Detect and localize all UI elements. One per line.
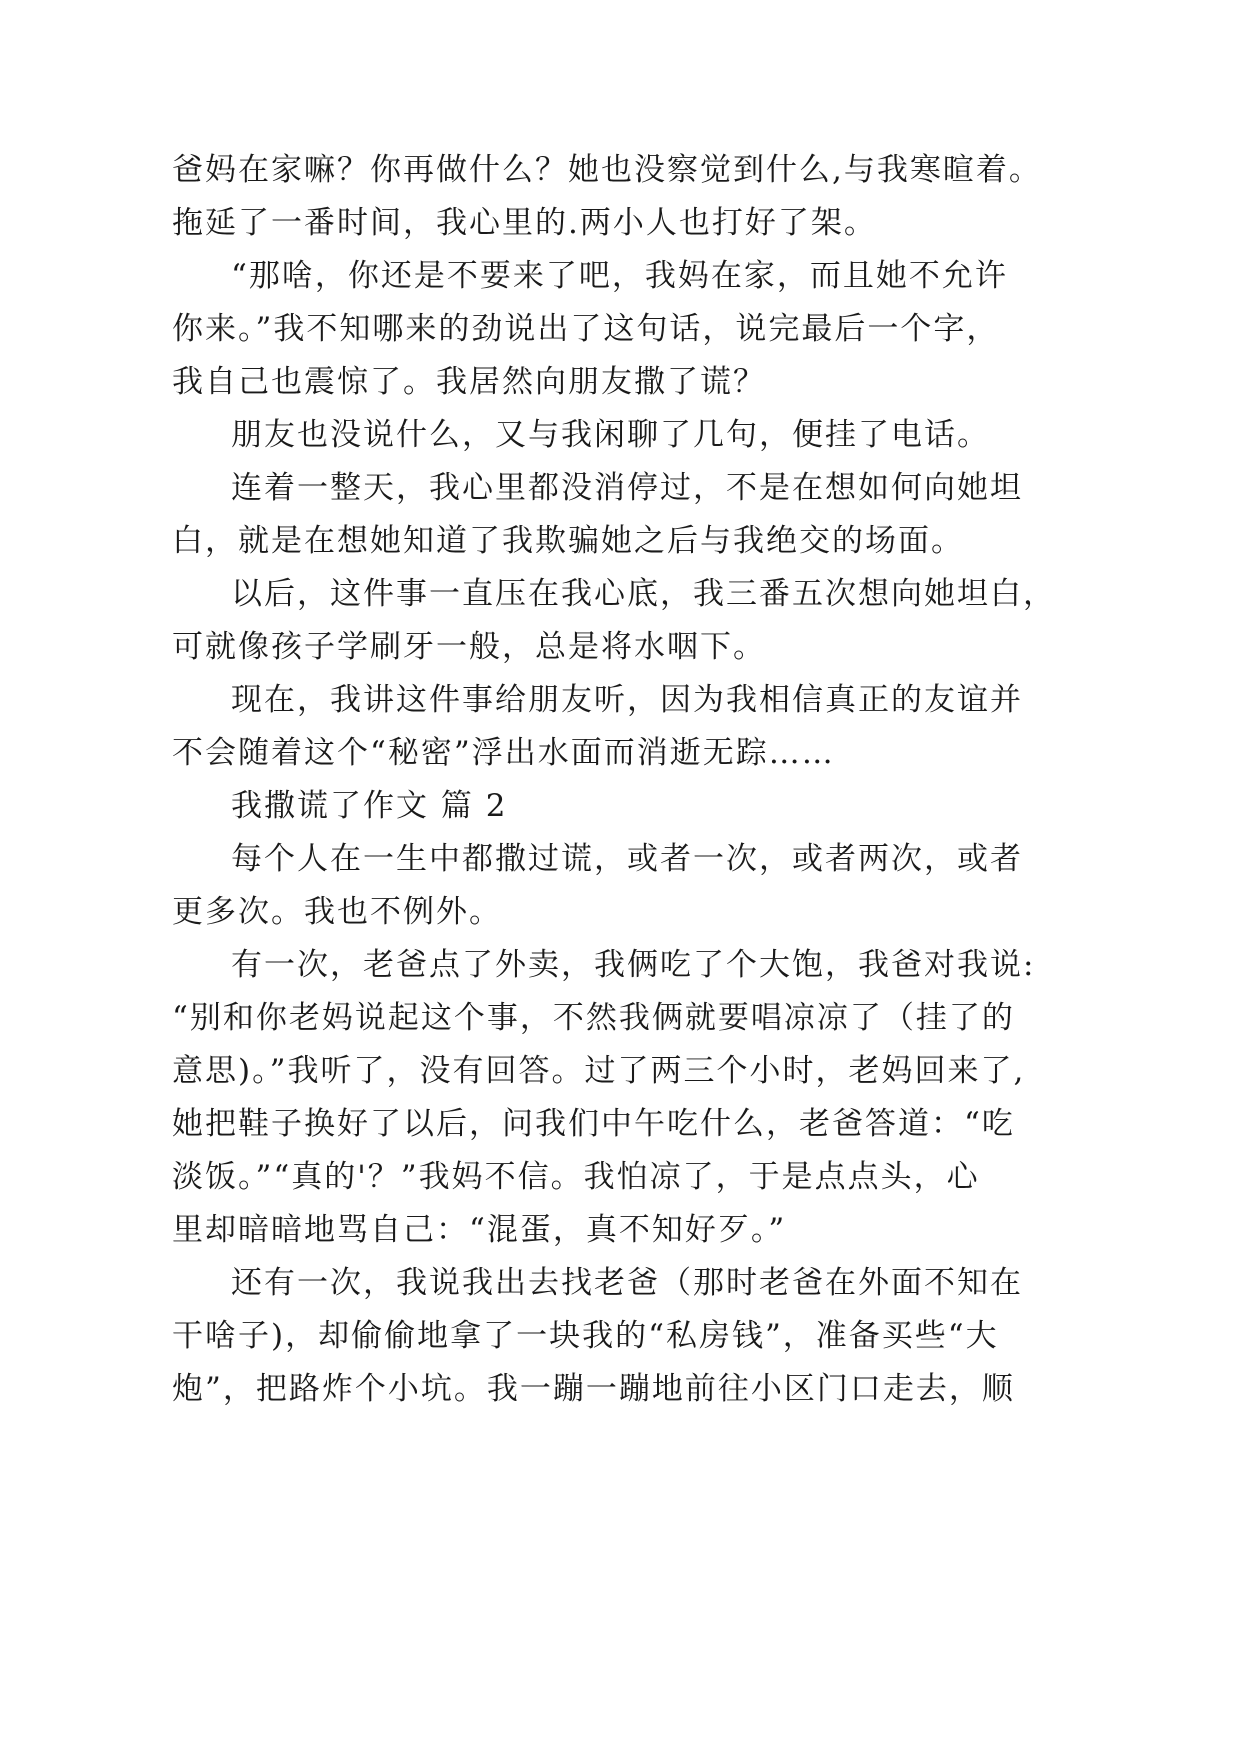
text-line: 意思)。”我听了，没有回答。过了两三个小时，老妈回来了, <box>172 1053 1026 1089</box>
text-line: 更多次。我也不例外。 <box>172 894 502 930</box>
text-line: 我自己也震惊了。我居然向朋友撒了谎？ <box>172 364 766 400</box>
text-line: 现在，我讲这件事给朋友听，因为我相信真正的友谊并 <box>231 682 1023 718</box>
text-line: “那啥，你还是不要来了吧，我妈在家，而且她不允许 <box>231 258 1008 294</box>
text-line: 干啥子)，却偷偷地拿了一块我的“私房钱”，准备买些“大 <box>172 1318 999 1354</box>
text-line: 拖延了一番时间，我心里的.两小人也打好了架。 <box>172 205 877 241</box>
text-line: 爸妈在家嘛？你再做什么？她也没察觉到什么,与我寒暄着。 <box>172 152 1042 188</box>
text-line: 淡饭。”“真的'？”我妈不信。我怕凉了，于是点点头，心 <box>172 1159 980 1195</box>
text-line: 还有一次，我说我出去找老爸（那时老爸在外面不知在 <box>231 1265 1023 1301</box>
text-line: 有一次，老爸点了外卖，我俩吃了个大饱，我爸对我说: <box>231 947 1036 983</box>
text-line: 朋友也没说什么，又与我闲聊了几句，便挂了电话。 <box>231 417 990 453</box>
text-line: 你来。”我不知哪来的劲说出了这句话，说完最后一个字， <box>172 311 1000 347</box>
text-line: 她把鞋子换好了以后，问我们中午吃什么，老爸答道：“吃 <box>172 1106 1015 1142</box>
text-line: 里却暗暗地骂自己：“混蛋，真不知好歹。” <box>172 1212 787 1248</box>
text-line: 连着一整天，我心里都没消停过，不是在想如何向她坦 <box>231 470 1023 506</box>
text-line: 每个人在一生中都撒过谎，或者一次，或者两次，或者 <box>231 841 1023 877</box>
text-line: 炮”，把路炸个小坑。我一蹦一蹦地前往小区门口走去，顺 <box>172 1371 1015 1407</box>
text-line: “别和你老妈说起这个事，不然我俩就要唱凉凉了（挂了的 <box>172 1000 1015 1036</box>
text-line: 可就像孩子学刷牙一般，总是将水咽下。 <box>172 629 766 665</box>
text-line: 不会随着这个“秘密”浮出水面而消逝无踪…… <box>172 735 835 771</box>
section-heading: 我撒谎了作文 篇 2 <box>231 788 508 824</box>
text-line: 白，就是在想她知道了我欺骗她之后与我绝交的场面。 <box>172 523 964 559</box>
text-line: 以后，这件事一直压在我心底，我三番五次想向她坦白， <box>231 576 1056 612</box>
